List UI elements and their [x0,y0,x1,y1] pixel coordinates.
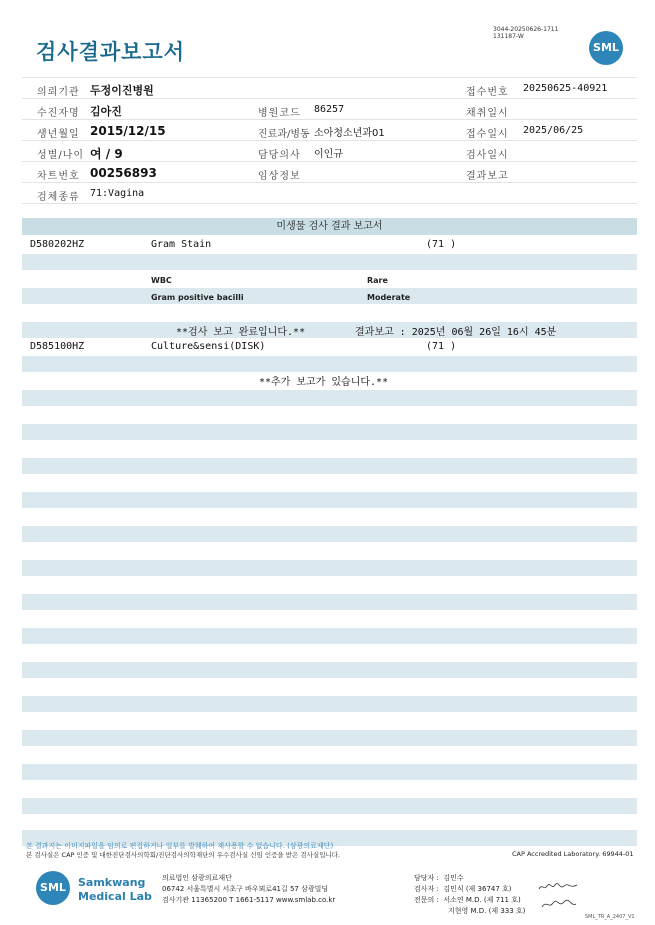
cap-accreditation: CAP Accredited Laboratory. 69944-01 [512,850,634,858]
registration-number-value: 20250625-40921 [523,83,608,94]
hospital-value: 두정이진병원 [90,84,154,97]
sml-logo: SML [589,31,623,65]
organization-contact: 검사기관 11365200 T 1661-5117 www.smlab.co.kr [162,896,336,904]
patient-name-value: 김아진 [90,105,122,118]
organization-name: 의료법인 삼광의료재단 [162,874,232,882]
chart-number-value: 00256893 [90,166,157,180]
wbc-value: Rare [367,276,388,285]
divider [22,182,637,183]
brand-name-line1: Samkwang [78,876,146,889]
row-stripe [22,526,637,542]
hospital-label: 의뢰기관 [37,87,80,98]
divider [22,98,637,99]
specialist-signature [540,898,578,910]
clinical-info-label: 임상정보 [258,171,301,182]
row-stripe [22,492,637,508]
staff-tester: 검사자 : 김민식 (제 36747 호) [414,885,512,893]
divider [22,140,637,141]
dob-label: 생년월일 [37,129,80,140]
document-id-line1: 3044-20250626-1711 [493,26,559,33]
specimen-code: (71 ) [426,341,457,352]
row-stripe [22,730,637,746]
organization-address: 06742 서울특별시 서초구 바우뫼로41길 57 삼광빌딩 [162,885,329,893]
hospital-code-label: 병원코드 [258,108,301,119]
document-id-line2: 131187-W [493,33,524,40]
test-name: Culture&sensi(DISK) [151,341,266,352]
test-date-label: 검사일시 [466,150,509,161]
divider [22,203,637,204]
gram-positive-bacilli-value: Moderate [367,293,411,302]
row-stripe [22,288,637,304]
divider [22,119,637,120]
patient-name-label: 수진자명 [37,108,80,119]
row-stripe [22,662,637,678]
test-code: D580202HZ [30,239,85,250]
receipt-date-value: 2025/06/25 [523,125,584,136]
results-section-title: 미생물 검사 결과 보고서 [22,218,637,235]
row-stripe [22,594,637,610]
wbc-label: WBC [151,276,172,285]
page-title: 검사결과보고서 [36,40,186,64]
specimen-code: (71 ) [426,239,457,250]
row-stripe [22,764,637,780]
certification-notice: 본 검사실은 CAP 인증 및 대한진단검사의학회/진단검사의학재단의 우수검사실 신임 인증을 받은 검사실입니다. [26,851,341,859]
form-id: SML_TR_A_2407_V1 [585,914,635,920]
gram-positive-bacilli-label: Gram positive bacilli [151,293,244,302]
chart-number-label: 차트번호 [37,171,80,182]
brand-name-line2: Medical Lab [78,890,152,903]
collection-date-label: 채취일시 [466,108,509,119]
document-id [493,26,558,40]
department-value: 소아청소년과01 [314,128,385,139]
specimen-label: 검체종류 [37,192,80,203]
row-stripe [22,628,637,644]
staff-manager: 담당자 : 김민수 [414,874,464,882]
divider [22,77,637,78]
department-label: 진료과/병동 [258,129,310,140]
row-stripe [22,560,637,576]
report-complete-message: **검사 보고 완료입니다.** [176,327,306,338]
row-stripe [22,356,637,372]
sex-age-label: 성별/나이 [37,150,85,161]
report-time: 결과보고 : 2025년 06월 26일 16시 45분 [355,327,557,338]
doctor-value: 이인규 [314,149,343,160]
row-stripe [22,424,637,440]
doctor-label: 담당의사 [258,150,301,161]
receipt-date-label: 접수일시 [466,129,509,140]
row-stripe [22,798,637,814]
test-name: Gram Stain [151,239,212,250]
row-stripe [22,696,637,712]
hospital-code-value: 86257 [314,104,345,115]
staff-specialist: 전문의 : 서소연 M.D. (제 711 호) [414,896,521,904]
registration-number-label: 접수번호 [466,87,509,98]
test-code: D585100HZ [30,341,85,352]
additional-report-message: **추가 보고가 있습니다.** [259,377,389,388]
staff-specialist-2: 지현영 M.D. (제 333 호) [448,907,526,915]
specimen-value: 71:Vagina [90,188,145,199]
dob-value: 2015/12/15 [90,124,166,138]
usage-notice: 본 결과지는 이미지파일을 임의로 편집하거나 일부를 발췌하여 재사용할 수 없습니다. (삼광의료재단) [26,842,334,850]
row-stripe [22,458,637,474]
sex-age-value: 여 / 9 [90,147,123,161]
sml-logo: SML [36,871,70,905]
row-stripe [22,390,637,406]
tester-signature [538,882,578,892]
row-stripe [22,254,637,270]
report-date-label: 결과보고 [466,171,509,182]
